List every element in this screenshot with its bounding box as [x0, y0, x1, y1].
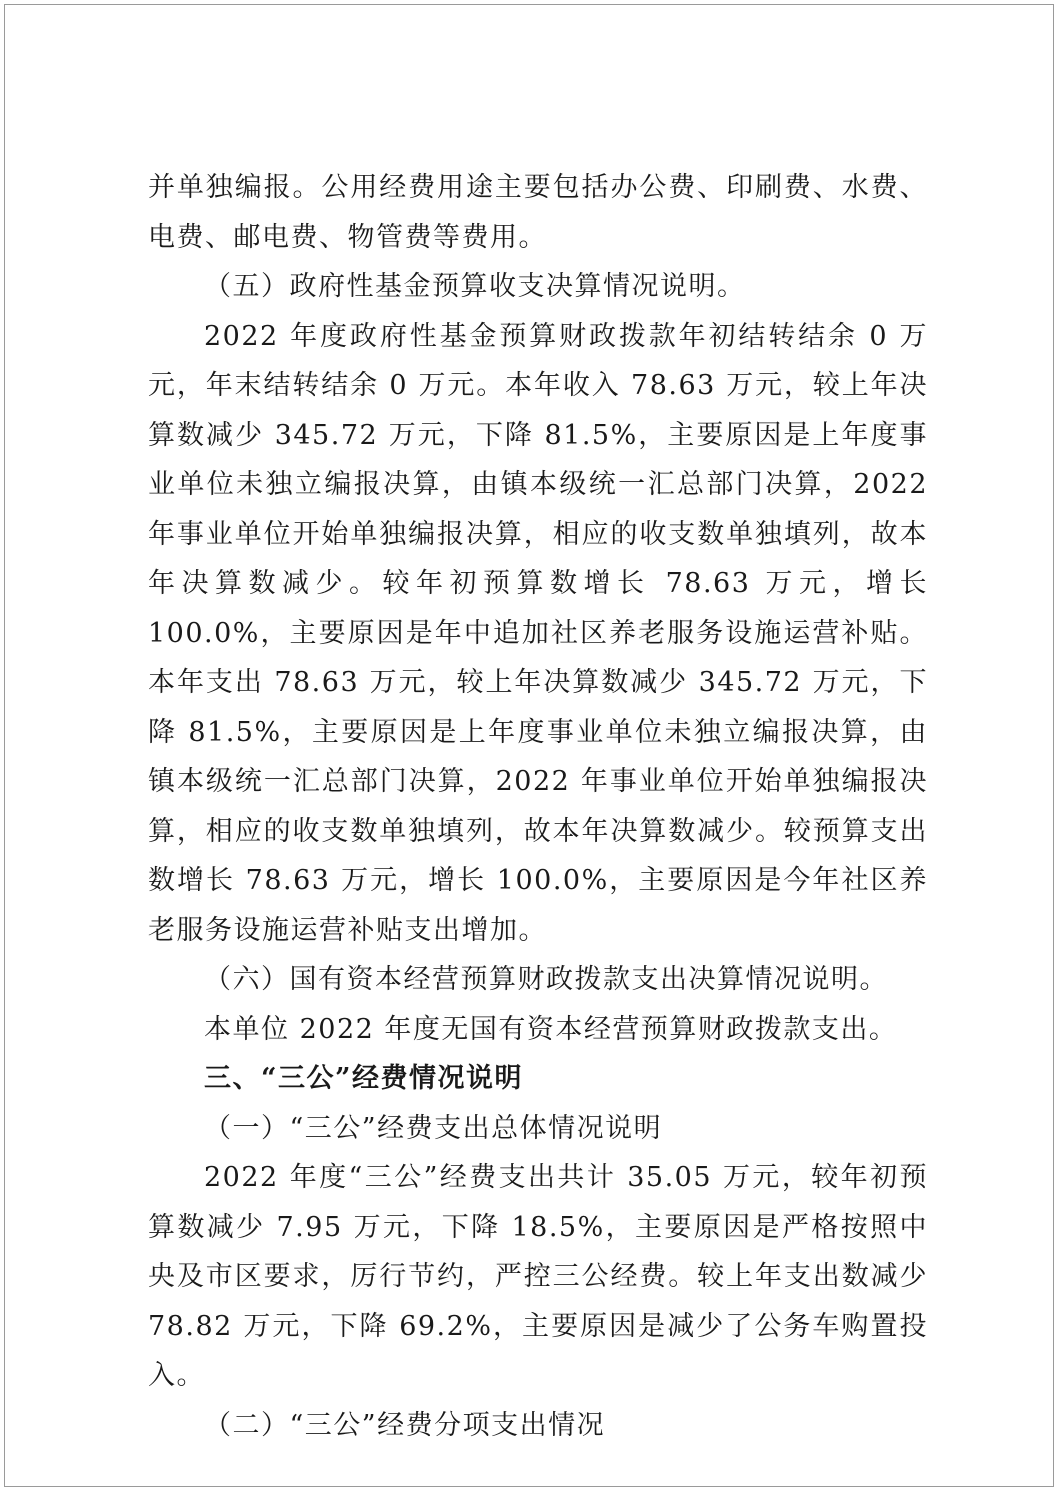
heading-government-fund-budget: （五）政府性基金预算收支决算情况说明。	[204, 271, 746, 302]
paragraph-public-expense-usage: 并单独编报。公用经费用途主要包括办公费、印刷费、水费、电费、邮电费、物管费等费用。	[148, 172, 928, 253]
document-body	[148, 163, 928, 1450]
paragraph-three-public-overall-details: 2022 年度“三公”经费支出共计 35.05 万元，较年初预算数减少 7.95 万元，下降 18.5%，主要原因是严格按照中央及市区要求，厉行节约，严控三公经费。较上年支出数减少 78.82 万元，下降 69.2%，主要原因是减少了公务车购置投入。	[148, 1162, 928, 1391]
heading-three-public-itemized: （二）“三公”经费分项支出情况	[204, 1409, 606, 1441]
heading-three-public-expenses: 三、“三公”经费情况说明	[204, 1063, 524, 1094]
paragraph-government-fund-details: 2022 年度政府性基金预算财政拨款年初结转结余 0 万元，年末结转结余 0 万元。本年收入 78.63 万元，较上年决算数减少 345.72 万元，下降 81.5%，主要原因是上年度事业单位未独立编报决算，由镇本级统一汇总部门决算，2022 年事业单位开始单独编报决算，相应的收支数单独填列，故本年决算数减少。较年初预算数增长 78.63 万元，增长 100.0%，主要原因是年中追加社区养老服务设施运营补贴。本年支出 78.63 万元，较上年决算数减少 345.72 万元，下降 81.5%，主要原因是上年度事业单位未独立编报决算，由镇本级统一汇总部门决算，2022 年事业单位开始单独编报决算，相应的收支数单独填列，故本年决算数减少。较预算支出数增长 78.63 万元，增长 100.0%，主要原因是今年社区养老服务设施运营补贴支出增加。	[148, 320, 928, 946]
paragraph-state-capital-details: 本单位 2022 年度无国有资本经营预算财政拨款支出。	[204, 1013, 898, 1045]
heading-three-public-overall: （一）“三公”经费支出总体情况说明	[204, 1112, 663, 1144]
heading-state-capital-budget: （六）国有资本经营预算财政拨款支出决算情况说明。	[204, 964, 888, 995]
